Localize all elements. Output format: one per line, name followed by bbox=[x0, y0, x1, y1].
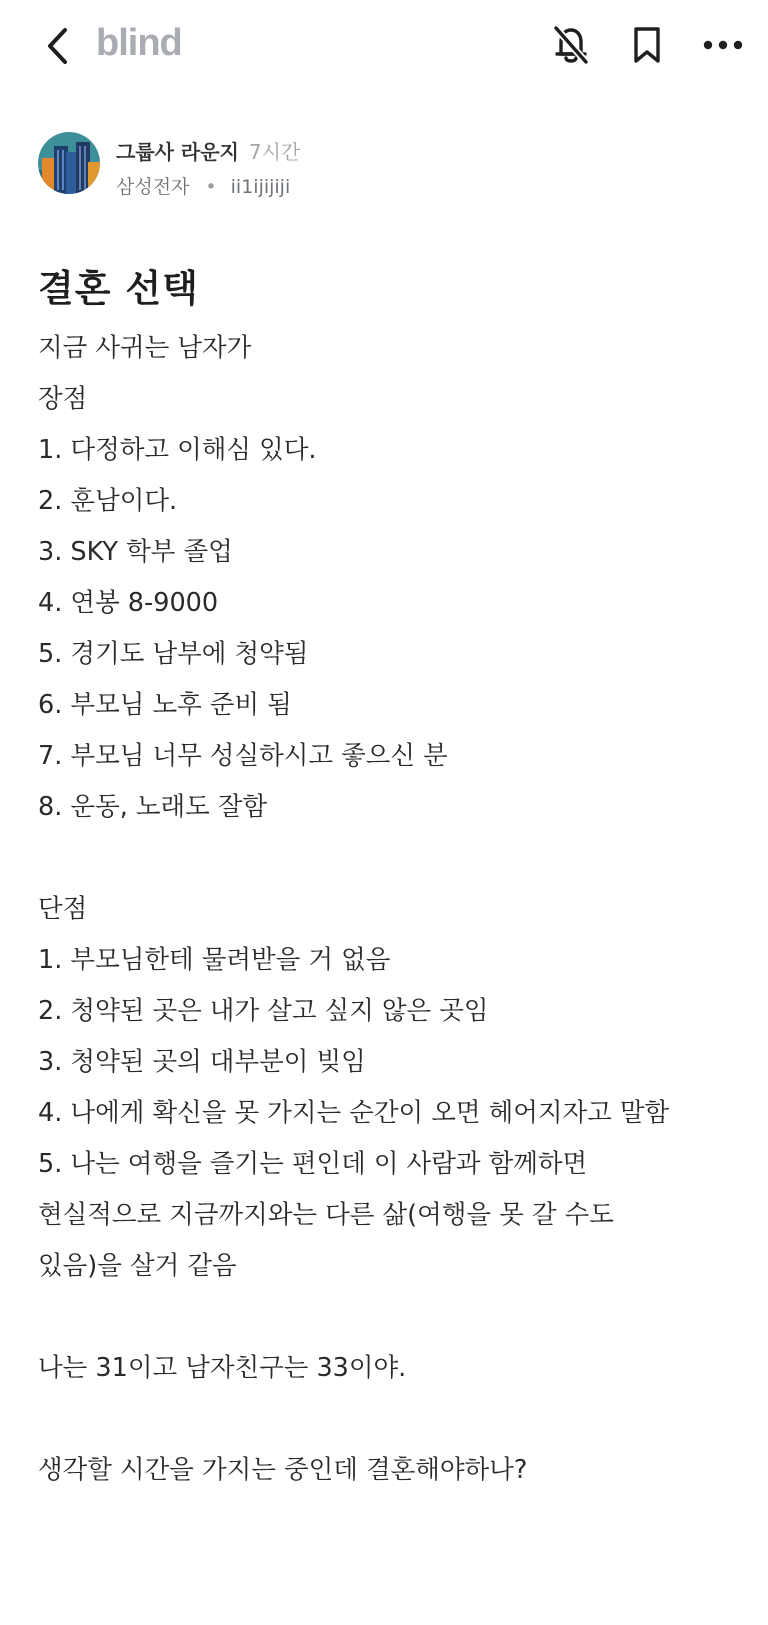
post-body-line bbox=[38, 1292, 750, 1343]
bookmark-button[interactable] bbox=[624, 22, 670, 68]
post-body-line: 장점 bbox=[38, 384, 88, 414]
back-button[interactable] bbox=[38, 24, 78, 68]
post-body-line: 2. 청약된 곳은 내가 살고 싶지 않은 곳임 bbox=[38, 996, 489, 1026]
top-actions bbox=[518, 22, 746, 68]
post-body-line: 5. 경기도 남부에 청약됨 bbox=[38, 639, 309, 669]
post-body-line: 1. 부모님한테 물려받을 거 없음 bbox=[38, 945, 391, 975]
author-nickname[interactable]: ii1ijijiji bbox=[230, 176, 291, 198]
chevron-left-icon bbox=[45, 26, 71, 66]
more-horizontal-icon bbox=[702, 39, 744, 51]
post-body-line: 현실적으로 지금까지와는 다른 삶(여행을 못 갈 수도 bbox=[38, 1200, 614, 1230]
post-body-line: 8. 운동, 노래도 잘함 bbox=[38, 792, 268, 822]
post-body-line: 7. 부모님 너무 성실하시고 좋으신 분 bbox=[38, 741, 448, 771]
channel-line bbox=[116, 136, 300, 165]
meta-separator: • bbox=[205, 176, 217, 198]
bookmark-icon bbox=[631, 25, 663, 65]
post-body-line: 4. 연봉 8-9000 bbox=[38, 588, 219, 618]
post-time: 7시간 bbox=[248, 140, 301, 164]
post-body-line: 6. 부모님 노후 준비 됨 bbox=[38, 690, 292, 720]
post-body-line bbox=[38, 833, 750, 884]
post-body-line: 지금 사귀는 남자가 bbox=[38, 333, 252, 363]
post-body bbox=[38, 323, 750, 1496]
post-body-line: 5. 나는 여행을 즐기는 편인데 이 사람과 함께하면 bbox=[38, 1149, 588, 1179]
post-body-line: 단점 bbox=[38, 894, 88, 924]
post-body-line: 있음)을 살거 같음 bbox=[38, 1251, 237, 1281]
blind-logo[interactable]: blind bbox=[96, 22, 182, 64]
post-body-line: 나는 31이고 남자친구는 33이야. bbox=[38, 1353, 407, 1383]
notification-toggle-button[interactable] bbox=[548, 22, 594, 68]
post-body-line bbox=[38, 1394, 750, 1445]
post-body-line: 생각할 시간을 가지는 중인데 결혼해야하나? bbox=[38, 1455, 528, 1485]
bell-off-icon bbox=[551, 24, 591, 66]
top-app-bar bbox=[0, 0, 768, 92]
post-body-line: 3. SKY 학부 졸업 bbox=[38, 537, 233, 567]
post-author-info bbox=[38, 132, 738, 198]
buildings-avatar-icon bbox=[38, 132, 100, 194]
author-company[interactable]: 삼성전자 bbox=[116, 176, 190, 198]
more-options-button[interactable] bbox=[700, 22, 746, 68]
post-title: 결혼 선택 bbox=[38, 267, 199, 310]
author-meta bbox=[116, 172, 290, 199]
channel-avatar[interactable] bbox=[38, 132, 100, 194]
post-body-line: 1. 다정하고 이해심 있다. bbox=[38, 435, 317, 465]
post-body-line: 3. 청약된 곳의 대부분이 빚임 bbox=[38, 1047, 366, 1077]
channel-name[interactable]: 그룹사 라운지 bbox=[116, 140, 239, 164]
post-body-line: 4. 나에게 확신을 못 가지는 순간이 오면 헤어지자고 말함 bbox=[38, 1098, 670, 1128]
post-body-line: 2. 훈남이다. bbox=[38, 486, 178, 516]
